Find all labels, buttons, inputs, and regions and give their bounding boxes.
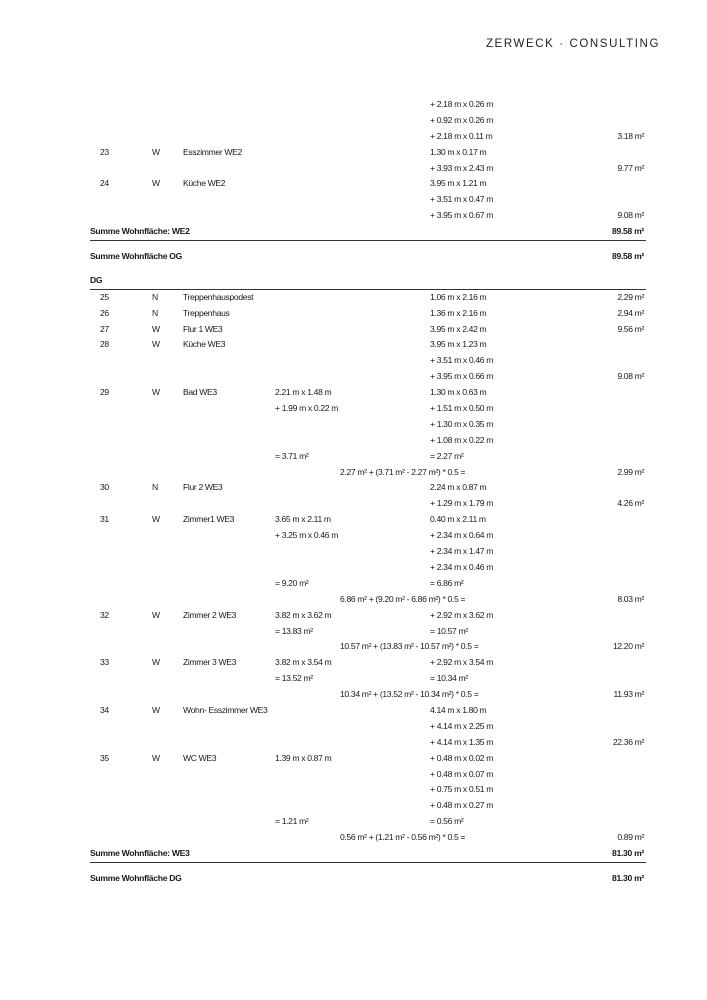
room-type: W: [152, 514, 160, 525]
table-row: [90, 624, 646, 640]
table-row: [90, 129, 646, 145]
table-row: [90, 814, 646, 830]
room-number: 23: [100, 146, 109, 157]
room-area: 2.99 m²: [617, 466, 644, 477]
net-calculation: = 0.56 m²: [430, 816, 464, 827]
gross-calculation: + 3.25 m x 0.46 m: [275, 530, 339, 541]
net-calculation: 2.24 m x 0.87 m: [430, 482, 487, 493]
net-calculation: + 1.30 m x 0.35 m: [430, 418, 494, 429]
net-calculation: + 0.48 m x 0.07 m: [430, 768, 494, 779]
room-type: W: [152, 609, 160, 620]
room-name: Bad WE3: [183, 387, 217, 398]
reduction-formula: 10.34 m² + (13.52 m² - 10.34 m²) * 0.5 =: [340, 689, 479, 700]
table-row: [90, 465, 646, 481]
gross-calculation: = 13.52 m²: [275, 673, 313, 684]
table-row: [90, 592, 646, 608]
table-row: [90, 449, 646, 465]
room-type: W: [152, 146, 160, 157]
table-row: [90, 608, 646, 624]
reduction-formula: 10.57 m² + (13.83 m² - 10.57 m²) * 0.5 =: [340, 641, 479, 652]
table-row: [90, 703, 646, 719]
net-calculation: + 2.34 m x 0.46 m: [430, 561, 494, 572]
reduction-formula: 2.27 m² + (3.71 m² - 2.27 m²) * 0.5 =: [340, 466, 466, 477]
room-area: 11.93 m²: [613, 689, 644, 700]
reduction-formula: 6.86 m² + (9.20 m² - 6.86 m²) * 0.5 =: [340, 593, 466, 604]
net-calculation: + 3.95 m x 0.66 m: [430, 371, 494, 382]
table-row: [90, 767, 646, 783]
subtotal-area: 81.30 m²: [612, 847, 644, 858]
room-type: W: [152, 339, 160, 350]
net-calculation: = 6.86 m²: [430, 577, 464, 588]
spacer: [90, 265, 646, 273]
room-type: N: [152, 307, 158, 318]
gross-calculation: 3.65 m x 2.11 m: [275, 514, 331, 525]
table-row: [90, 369, 646, 385]
table-row: [90, 337, 646, 353]
total-row: [90, 871, 646, 887]
net-calculation: + 3.95 m x 0.67 m: [430, 210, 494, 221]
total-area: 81.30 m²: [612, 872, 644, 883]
room-area: 2.29 m²: [617, 291, 644, 302]
room-area: 22.36 m²: [612, 736, 644, 747]
subtotal-row: [90, 846, 646, 863]
table-row: [90, 353, 646, 369]
net-calculation: + 0.75 m x 0.51 m: [430, 784, 494, 795]
net-calculation: + 2.34 m x 1.47 m: [430, 546, 494, 557]
room-type: N: [152, 291, 158, 302]
table-row: [90, 496, 646, 512]
room-type: W: [152, 387, 160, 398]
room-name: Zimmer 3 WE3: [183, 657, 237, 668]
net-calculation: = 10.57 m²: [430, 625, 468, 636]
table-row: [90, 560, 646, 576]
gross-calculation: = 9.20 m²: [275, 577, 309, 588]
table-row: [90, 161, 646, 177]
section-heading: [90, 273, 646, 290]
table-row: [90, 322, 646, 338]
room-type: W: [152, 657, 160, 668]
room-name: Treppenhaus: [183, 307, 230, 318]
table-row: [90, 176, 646, 192]
gross-calculation: = 3.71 m²: [275, 450, 309, 461]
room-name: Flur 1 WE3: [183, 323, 223, 334]
room-name: Zimmer 2 WE3: [183, 609, 237, 620]
net-calculation: + 0.92 m x 0.26 m: [430, 114, 494, 125]
table-row: [90, 208, 646, 224]
gross-calculation: = 13.83 m²: [275, 625, 313, 636]
room-number: 30: [100, 482, 109, 493]
room-type: W: [152, 752, 160, 763]
room-number: 27: [100, 323, 109, 334]
room-number: 34: [100, 704, 109, 715]
room-name: WC WE3: [183, 752, 217, 763]
room-number: 33: [100, 657, 109, 668]
table-row: [90, 512, 646, 528]
room-number: 29: [100, 387, 109, 398]
total-area: 89.58 m²: [612, 251, 644, 262]
net-calculation: = 2.27 m²: [430, 450, 464, 461]
gross-calculation: = 1.21 m²: [275, 816, 309, 827]
table-row: [90, 671, 646, 687]
total-row: [90, 249, 646, 265]
room-name: Zimmer1 WE3: [183, 514, 235, 525]
net-calculation: + 3.51 m x 0.46 m: [430, 355, 494, 366]
subtotal-label: Summe Wohnfläche: WE2: [90, 226, 190, 237]
net-calculation: 4.14 m x 1.80 m: [430, 704, 487, 715]
table-row: [90, 401, 646, 417]
spacer: [90, 863, 646, 871]
table-row: [90, 433, 646, 449]
net-calculation: + 3.51 m x 0.47 m: [430, 194, 494, 205]
net-calculation: + 1.29 m x 1.79 m: [430, 498, 494, 509]
table-row: [90, 417, 646, 433]
room-area: 9.56 m²: [617, 323, 644, 334]
room-number: 24: [100, 178, 109, 189]
net-calculation: 3.95 m x 2.42 m: [430, 323, 487, 334]
net-calculation: + 1.08 m x 0.22 m: [430, 434, 494, 445]
net-calculation: 1.30 m x 0.63 m: [430, 387, 487, 398]
table-row: [90, 290, 646, 306]
room-name: Küche WE3: [183, 339, 226, 350]
room-number: 31: [100, 514, 109, 525]
room-name: Küche WE2: [183, 178, 226, 189]
room-name: Wohn- Esszimmer WE3: [183, 704, 268, 715]
area-calculation-table: [90, 97, 646, 887]
net-calculation: 1.36 m x 2.16 m: [430, 307, 487, 318]
net-calculation: + 2.92 m x 3.54 m: [430, 657, 494, 668]
total-label: Summe Wohnfläche OG: [90, 251, 183, 262]
gross-calculation: 1.39 m x 0.87 m: [275, 752, 332, 763]
reduction-formula: 0.56 m² + (1.21 m² - 0.56 m²) * 0.5 =: [340, 832, 466, 843]
net-calculation: + 4.14 m x 1.35 m: [430, 736, 494, 747]
table-row: [90, 830, 646, 846]
room-area: 9.08 m²: [617, 210, 644, 221]
room-number: 25: [100, 291, 109, 302]
room-area: 3.18 m²: [617, 130, 644, 141]
net-calculation: + 3.93 m x 2.43 m: [430, 162, 494, 173]
net-calculation: 3.95 m x 1.23 m: [430, 339, 487, 350]
net-calculation: + 2.18 m x 0.11 m: [430, 130, 493, 141]
room-area: 0.89 m²: [617, 832, 644, 843]
table-row: [90, 192, 646, 208]
gross-calculation: 3.82 m x 3.62 m: [275, 609, 332, 620]
table-row: [90, 145, 646, 161]
room-type: N: [152, 482, 158, 493]
table-row: [90, 528, 646, 544]
table-row: [90, 480, 646, 496]
net-calculation: 3.95 m x 1.21 m: [430, 178, 487, 189]
net-calculation: 1.06 m x 2.16 m: [430, 291, 487, 302]
table-row: [90, 544, 646, 560]
subtotal-label: Summe Wohnfläche: WE3: [90, 847, 190, 858]
table-row: [90, 782, 646, 798]
table-row: [90, 719, 646, 735]
table-row: [90, 751, 646, 767]
net-calculation: 1.30 m x 0.17 m: [430, 146, 487, 157]
room-type: W: [152, 178, 160, 189]
net-calculation: 0.40 m x 2.11 m: [430, 514, 486, 525]
total-label: Summe Wohnfläche DG: [90, 872, 182, 883]
room-area: 2.94 m²: [617, 307, 644, 318]
net-calculation: + 0.48 m x 0.02 m: [430, 752, 494, 763]
brand-logo: ZERWECK · CONSULTING: [485, 38, 660, 50]
room-type: W: [152, 323, 160, 334]
net-calculation: = 10.34 m²: [430, 673, 468, 684]
section-label: DG: [90, 274, 103, 285]
room-number: 26: [100, 307, 109, 318]
net-calculation: + 1.51 m x 0.50 m: [430, 403, 494, 414]
table-row: [90, 306, 646, 322]
room-area: 9.08 m²: [617, 371, 644, 382]
room-number: 35: [100, 752, 109, 763]
subtotal-area: 89.58 m²: [612, 226, 644, 237]
net-calculation: + 2.18 m x 0.26 m: [430, 99, 494, 109]
room-type: W: [152, 704, 160, 715]
net-calculation: + 0.48 m x 0.27 m: [430, 800, 494, 811]
net-calculation: + 2.92 m x 3.62 m: [430, 609, 494, 620]
table-row: [90, 576, 646, 592]
table-row: [90, 97, 646, 113]
net-calculation: + 4.14 m x 2.25 m: [430, 720, 494, 731]
gross-calculation: 3.82 m x 3.54 m: [275, 657, 332, 668]
room-area: 9.77 m²: [617, 162, 644, 173]
gross-calculation: 2.21 m x 1.48 m: [275, 387, 332, 398]
room-name: Treppenhauspodest: [183, 291, 254, 302]
room-number: 28: [100, 339, 109, 350]
room-name: Flur 2 WE3: [183, 482, 223, 493]
room-area: 4.26 m²: [617, 498, 644, 509]
table-row: [90, 385, 646, 401]
table-row: [90, 735, 646, 751]
spacer: [90, 241, 646, 249]
table-row: [90, 798, 646, 814]
room-number: 32: [100, 609, 109, 620]
net-calculation: + 2.34 m x 0.64 m: [430, 530, 494, 541]
room-name: Esszimmer WE2: [183, 146, 242, 157]
table-row: [90, 639, 646, 655]
gross-calculation: + 1.99 m x 0.22 m: [275, 403, 339, 414]
table-row: [90, 113, 646, 129]
table-row: [90, 655, 646, 671]
table-row: [90, 687, 646, 703]
subtotal-row: [90, 224, 646, 241]
room-area: 12.20 m²: [612, 641, 644, 652]
room-area: 8.03 m²: [617, 593, 644, 604]
